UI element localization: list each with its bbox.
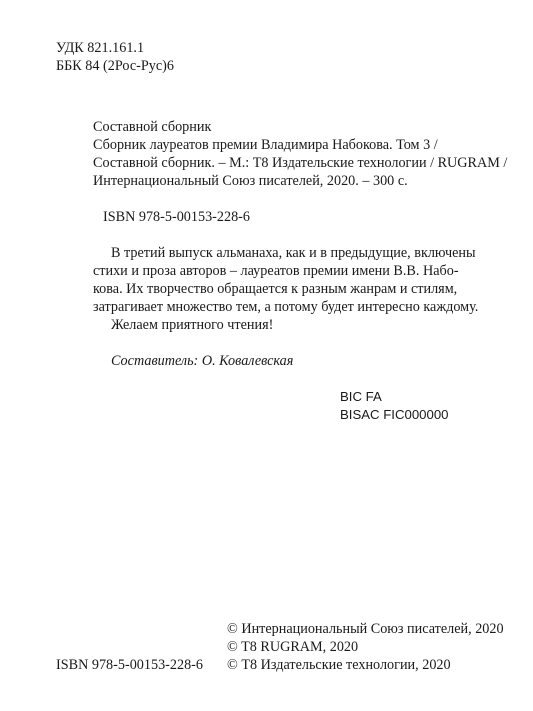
isbn-footer: ISBN 978-5-00153-228-6 (56, 657, 203, 673)
annotation-line-5: Желаем приятного чтения! (111, 317, 274, 333)
bisac-code: BISAC FIC000000 (340, 407, 449, 422)
udk-code: УДК 821.161.1 (56, 40, 145, 56)
compiler-credit: Составитель: О. Ковалевская (111, 353, 294, 369)
book-title: Составной сборник (93, 119, 212, 135)
copyright-line-3: © Т8 Издательские технологии, 2020 (227, 657, 451, 673)
bibliographic-line-1: Сборник лауреатов премии Владимира Набокова. Том 3 / (93, 137, 438, 153)
annotation-line-1: В третий выпуск альманаха, как и в предыдущие, включены (111, 245, 476, 261)
bibliographic-line-3: Интернациональный Союз писателей, 2020. – 300 с. (93, 173, 408, 189)
copyright-line-2: © T8 RUGRAM, 2020 (227, 639, 359, 655)
bic-code: BIC FA (340, 389, 382, 404)
bbk-code: ББК 84 (2Рос-Рус)6 (56, 58, 174, 74)
annotation-line-3: кова. Их творчество обращается к разным жанрам и стилям, (93, 281, 458, 297)
annotation-line-4: затрагивает множество тем, а потому будет интересно каждому. (93, 299, 479, 315)
copyright-line-1: © Интернациональный Союз писателей, 2020 (227, 621, 504, 637)
isbn-main: ISBN 978-5-00153-228-6 (103, 209, 250, 225)
bibliographic-line-2: Составной сборник. – М.: Т8 Издательские технологии / RUGRAM / (93, 155, 508, 171)
annotation-line-2: стихи и проза авторов – лауреатов премии имени В.В. Набо- (93, 263, 459, 279)
